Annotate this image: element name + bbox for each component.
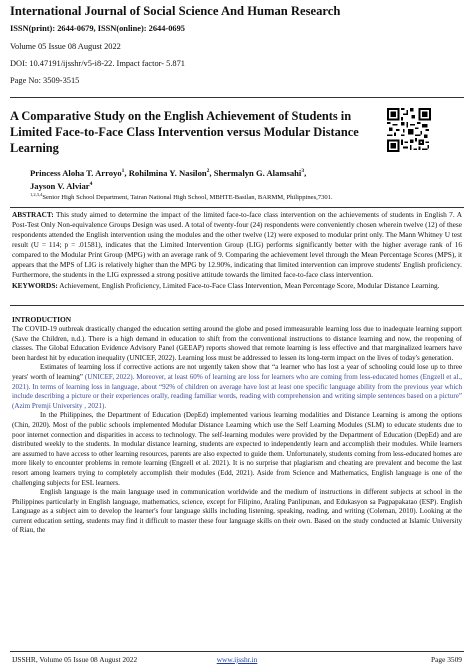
keywords-bottom-rule (10, 305, 464, 306)
paragraph (12, 363, 462, 411)
journal-title: International Journal of Social Science And Human Research (10, 4, 341, 18)
doi-line: DOI: 10.47191/ijsshr/v5-i8-22. Impact factor- 5.871 (10, 59, 185, 68)
author-name: Princess Aloha T. Arroyo (30, 167, 122, 178)
paragraph: In the Philippines, the Department of Education (DepEd) implemented various learning modalities and Distance Learning is among the options (Chin, 2020). Most of the public schools implemented Modular Distance Learning which use the Self Learning Modules (SLM) to educate students due to poor internet connection and disparities in access to technology. The self-learning modules were provided by the Department of Education (DepEd) and are distributed weekly to the students. In modular distance learning, students are expected to independently learn and accomplish their modules. While learners are assumed to have access to other learning resources, parents are also expected to guide them. Unfortunately, students coming from less-educated homes are more likely to encounter problems in remote learning (Engzell et al. 2021). It is no surprise that plagiarism and cheating are prevalent and become the last resort among learners trying to completely accomplish their modules (Edd, 2021). Aside from Science and Mathematics, English language is one of the challenging subjects for ESL learners. (12, 411, 462, 487)
footer-rule (10, 651, 464, 652)
affiliation-index: 1,2,3,4 (30, 192, 43, 197)
keywords (12, 281, 462, 291)
pages-line: Page No: 3509-3515 (10, 76, 80, 85)
author-name: Shermalyn G. Alamsahi (213, 167, 302, 178)
paragraph-text: Estimates of learning loss if corrective actions are not urgently taken show that “a learner who has lost a year of schooling could lose up to three years' worth of learning” (12, 363, 462, 381)
footer-citation: IJSSHR, Volume 05 Issue 08 August 2022 (12, 655, 138, 664)
author-index: 3 (301, 168, 305, 174)
author-index: 2 (206, 168, 210, 174)
abstract-top-rule (10, 207, 464, 208)
footer-website-link[interactable]: www.ijsshr.in (216, 655, 258, 664)
author-name: Jayson V. Alviar (30, 180, 90, 191)
paragraph: The COVID-19 outbreak drastically changed the education setting around the globe and posed immeasurable learning loss due to inadequate learning support (Save the Children, n.d.). There is a high demand in education to shift from the conventional instructions to distance learning and now, the reopening of classes. The Global Education Evidence Advisory Panel (GEEAP) reports showed that remote learning is less effective and that marginalized learners have been hardest hit by education inequality (UNICEF, 2022). Learning loss must be addressed to lessen its long-term impact on the lives of today's generation. (12, 325, 462, 362)
qr-code-icon (387, 108, 431, 152)
author-name: Rohilmina Y. Nasilon (128, 167, 207, 178)
paragraph: English language is the main language used in communication worldwide and the medium of instructions in different subjects at school in the Philippines particularly in English language, mathematics, science, except for Filipino, Araling Panlipunan, and Edukasyon sa Pagpapakatao (ESP). English Language as a subject aim to develop the learner's four language skills including listening, speaking, reading, and writing (Coleman, 2010). Looking at the current education setting, students may find it difficult to master these four language skills on their own. Based on the study conducted at Islamic University of Riau, the (12, 488, 462, 535)
paper-title: A Comparative Study on the English Achievement of Students in Limited Face-to-Face Class Intervention versus Modular Distance Learning (10, 109, 359, 155)
paragraph-text-highlight: (UNICEF, 2022). Moreover, at least 60% of learning are loss for learners who are coming from less-educated homes (Engzell et al., 2021). In terms of learning loss in language, about “92% of children on average have lost at least one specific language ability from the previous year which include describing a picture or their experiences orally, reading familiar words, reading with comprehension and writing simple sentences based on a picture” (Azim Premji University , 2021). (12, 372, 463, 410)
affiliation (30, 192, 450, 201)
abstract-text: This study aimed to determine the impact of the limited face-to-face class intervention on the achievements of students in English 7. A Post-Test Only Non-equivalence Groups Design was used. A total of twenty-four (24) respondents were conveniently chosen wherein twelve (12) of these respondents attended the English intervention using the modules and the other twelve (12) were exposed to modular print only. The Mann Whitney U test result (U = 114; p = .01581), indicates that the Limited Intervention Group (LIG) performs significantly better with the higher average rank of 16 compared to the Modular Print Group (MPG) with an average rank of 9. Comparing the achievement level through the Mean Percentage Scores (MPS), it appears that the MPS of LIG is relatively higher than the MPG by 12.90%, indicating that limited intervention can improve students' English proficiency. Furthermore, the students in the LIG expressed a strong positive attitude towards the limited face-to-face class intervention. (12, 210, 462, 280)
author-index: 4 (89, 180, 93, 187)
abstract (12, 210, 462, 280)
abstract-label: ABSTRACT: (12, 210, 54, 219)
keywords-text: Achievement, English Proficiency, Limited Face-to-Face Class Intervention, Mean Percentage Score, Modular Distance Learning. (59, 281, 440, 290)
volume-line: Volume 05 Issue 08 August 2022 (10, 42, 121, 51)
affiliation-text: Senior High School Department, Tairan National High School, MBHTE-Basilan, BARMM, Philippines,7301. (42, 194, 333, 202)
header-rule (10, 97, 464, 98)
footer-page-number: Page 3509 (431, 655, 462, 664)
author-list: Princess Aloha T. Arroyo$^1$, Rohilmina Y. Nasilon$^2$, Shermalyn G. Alamsahi$^3$, Jayson V. Alviar$^4$ (30, 167, 307, 191)
section-heading: INTRODUCTION (12, 315, 72, 324)
keywords-label: KEYWORDS: (12, 281, 58, 290)
issn-line: ISSN(print): 2644-0679, ISSN(online): 2644-0695 (10, 24, 185, 33)
author-index: 1 (121, 168, 125, 174)
introduction-body (12, 325, 462, 536)
